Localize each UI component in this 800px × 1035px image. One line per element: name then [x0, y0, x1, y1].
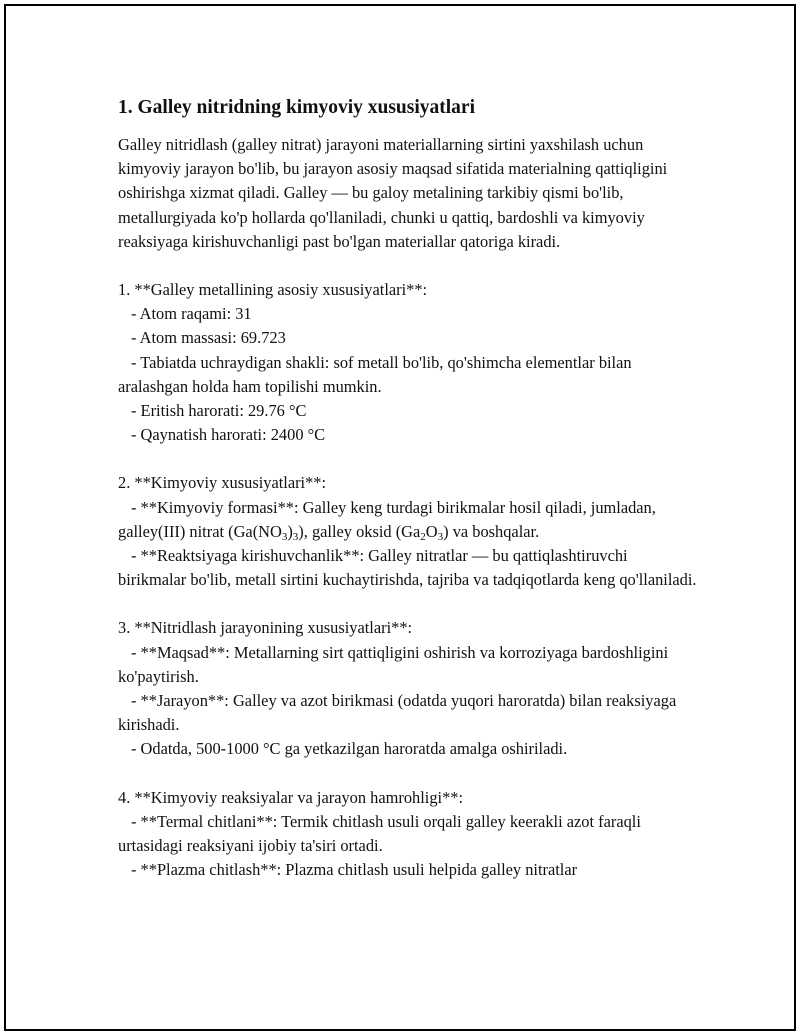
section-1: [118, 278, 698, 447]
subscript: 3: [281, 530, 288, 543]
document-page: [118, 94, 698, 882]
document-title: 1. Galley nitridning kimyoviy xususiyatlari: [118, 97, 476, 118]
subscript: 3: [437, 530, 444, 543]
section-2: [118, 471, 698, 592]
subscript: 3: [292, 530, 299, 543]
intro-paragraph: Galley nitridlash (galley nitrat) jarayoni materiallarning sirtini yaxshilash uchun kimyoviy jarayon bo'lib, bu jarayon asosiy maqsad sifatida materialning qattiqligini oshirishga xizmat qiladi. Galley — bu galoy metalining tarkibiy qismi bo'lib, metallurgiyada ko'p hollarda qo'llaniladi, chunki u qattiq, bardoshli va kimyoviy reaksiyaga kirishuvchanligi past bo'lgan materiallar qatoriga kiradi.: [118, 135, 668, 251]
list-item: [118, 641, 698, 689]
list-item: [118, 351, 698, 399]
list-item: [118, 689, 698, 737]
list-item: - Eritish harorati: 29.76 °C: [131, 401, 307, 421]
list-item-text: - **Reaktsiyaga kirishuvchanlik**: Galley nitratlar — bu qattiqlashtiruvchi birikmalar bo'lib, metall sirtini kuchaytirishda, tajriba va tadqiqotlarda keng qo'llaniladi.: [118, 546, 697, 590]
formula-text: ) va boshqalar.: [443, 521, 540, 541]
section-heading: 3. **Nitridlash jarayonining xususiyatlari**:: [118, 618, 413, 638]
list-item-text: - **Jarayon**: Galley va azot birikmasi (odatda yuqori haroratda) bilan reaksiyaga kirishadi.: [118, 691, 677, 735]
list-item-text: - **Maqsad**: Metallarning sirt qattiqligini oshirish va korroziyaga bardoshligini ko'paytirish.: [118, 642, 669, 686]
section-4: [118, 786, 698, 883]
section-3: [118, 616, 698, 761]
section-heading: 1. **Galley metallining asosiy xususiyatlari**:: [118, 280, 428, 300]
formula-text: ): [287, 521, 293, 541]
section-heading: 2. **Kimyoviy xususiyatlari**:: [118, 473, 327, 493]
list-item-text: - **Plazma chitlash**: Plazma chitlash usuli helpida galley nitratlar: [131, 860, 578, 880]
formula-text: ), galley oksid (Ga: [298, 521, 421, 541]
list-item-text: - **Termal chitlani**: Termik chitlash usuli orqali galley keerakli azot faraqli urtasidagi reaksiyani ijobiy ta'siri ortadi.: [118, 811, 641, 856]
section-heading: 4. **Kimyoviy reaksiyalar va jarayon hamrohligi**:: [118, 787, 464, 807]
list-item-formula: [118, 496, 698, 544]
list-item: [118, 544, 698, 592]
formula-text: O: [425, 521, 438, 541]
formula-text: - **Kimyoviy formasi**: Galley keng turdagi birikmalar hosil qiladi, jumladan, galley(III) nitrat (Ga(NO: [118, 497, 656, 541]
list-item-text: - Tabiatda uchraydigan shakli: sof metall bo'lib, qo'shimcha elementlar bilan aralashgan holda ham topilishi mumkin.: [118, 352, 632, 396]
subscript: 2: [420, 530, 426, 543]
list-item: - Atom raqami: 31: [131, 304, 252, 324]
list-item: [118, 858, 698, 882]
list-item: - Atom massasi: 69.723: [131, 328, 286, 348]
list-item: - Odatda, 500-1000 °C ga yetkazilgan haroratda amalga oshiriladi.: [131, 739, 568, 759]
list-item: - Qaynatish harorati: 2400 °C: [131, 425, 326, 445]
list-item: [118, 810, 698, 858]
